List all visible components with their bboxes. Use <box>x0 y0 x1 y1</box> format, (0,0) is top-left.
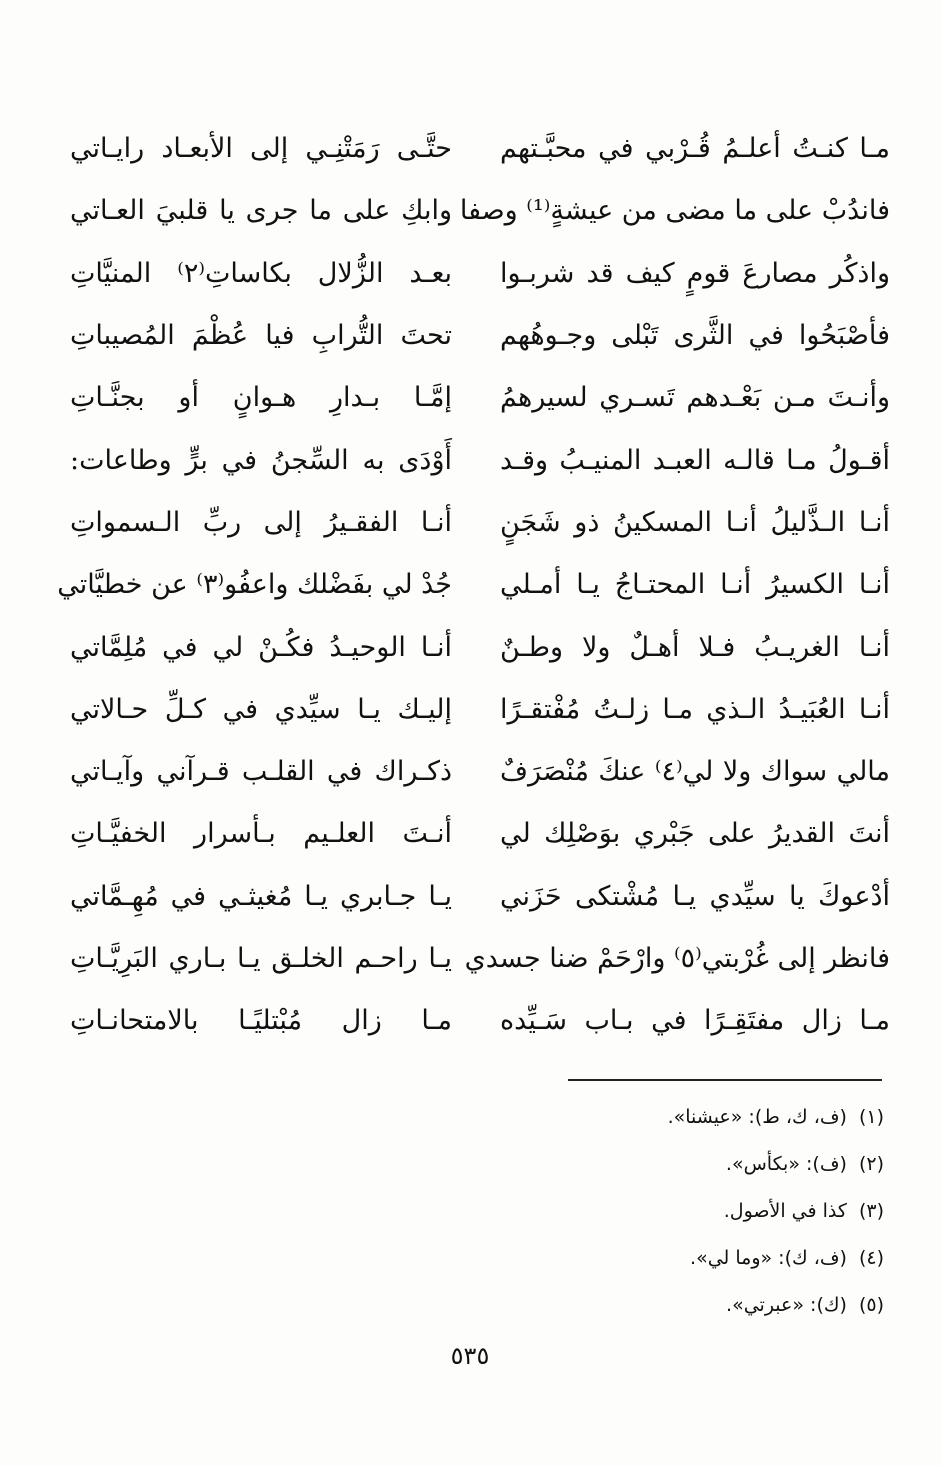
verse-line <box>70 180 890 242</box>
verse-second-hemistich: يـا جـابري يـا مُغيثـي في مُهِـمَّاتي <box>70 880 452 912</box>
verse-line <box>70 305 890 367</box>
verse-line <box>70 679 890 741</box>
verse-line <box>70 243 890 305</box>
footnote-number: (١) <box>858 1106 884 1128</box>
verse-second-hemistich: أَوْدَى به السِّجنُ في برٍّ وطاعات: <box>70 444 452 476</box>
verse-first-hemistich: أنـا الغريـبُ فـلا أهـلٌ ولا وطـنٌ <box>500 631 890 663</box>
verse-line <box>70 928 890 990</box>
footnote-item <box>464 1094 884 1141</box>
footnote-separator <box>568 1079 882 1081</box>
verse-second-hemistich: أنـا الفقـيرُ إلى ربِّ الـسمواتِ <box>70 506 452 538</box>
verse-first-hemistich: أنـا الـذَّليلُ أنـا المسكينُ ذو شَجَنٍ <box>500 506 890 538</box>
verse-line <box>70 803 890 865</box>
verse-first-hemistich: أقـولُ مـا قالـه العبـد المنيـبُ وقـد <box>500 444 890 476</box>
verse-second-hemistich: حتَّـى رَمَتْنِـي إلى الأبعـاد رايـاتي <box>70 133 452 165</box>
verse-first-hemistich: مالي سواك ولا لي⁽٤⁾ عنكَ مُنْصَرَفٌ <box>500 756 890 788</box>
verse-first-hemistich: مـا كنـتُ أعلـمُ قُـرْبي في محبَّـتهم <box>500 133 890 165</box>
footnote-item <box>464 1235 884 1282</box>
footnote-number: (٢) <box>858 1153 884 1175</box>
verse-second-hemistich: بعـد الزُّلال بكاساتِ⁽٢⁾ المنيَّاتِ <box>70 257 452 289</box>
verse-line <box>70 367 890 429</box>
verse-first-hemistich: فأصْبَحُوا في الثَّرى تَبْلى وجـوهُهم <box>500 320 890 352</box>
footnote-item <box>464 1282 884 1329</box>
verse-first-hemistich: أنـا العُبَيـدُ الـذي مـا زلـتُ مُفْتقـرًا <box>500 693 890 725</box>
verse-first-hemistich: فانظر إلى غُرْبتي⁽٥⁾ وارْحَمْ ضنا جسدي <box>464 943 890 974</box>
verse-second-hemistich: إليـك يـا سيِّدي في كـلِّ حـالاتي <box>70 693 452 725</box>
footnotes <box>464 1094 884 1329</box>
verse-line <box>70 866 890 928</box>
verse-second-hemistich: ذكـراك في القلـب قـرآني وآيـاتي <box>70 756 452 788</box>
verse-first-hemistich: وأنـتَ مـن بَعْـدهم تَسـري لسيرهمُ <box>500 382 890 414</box>
verse-line <box>70 492 890 554</box>
footnote-text: (ف، ك): «وما لي». <box>690 1247 847 1269</box>
verse-line <box>70 616 890 678</box>
verse-first-hemistich: مـا زال مفتَقِـرًا في بـاب سَـيِّده <box>500 1005 890 1037</box>
verse-line <box>70 990 890 1052</box>
page-number: ٥٣٥ <box>450 1342 490 1370</box>
footnote-text: (ك): «عبرتي». <box>726 1294 847 1316</box>
verse-first-hemistich: أنتَ القديرُ على جَبْري بوَصْلِك لي <box>500 818 890 850</box>
verse-second-hemistich: أنـتَ العلـيم بـأسرار الخفيَّـاتِ <box>70 818 452 850</box>
verse-second-hemistich: يـا راحـم الخلـق يـا بـاري البَرِيَّـاتِ <box>70 943 452 974</box>
verse-second-hemistich: وابكِ على ما جرى يا قلبيَ العـاتي <box>70 195 452 227</box>
verse-first-hemistich: أنـا الكسيرُ أنـا المحتـاجُ يـا أمـلي <box>500 569 890 601</box>
verse-line <box>70 741 890 803</box>
footnote-item <box>464 1141 884 1188</box>
poem-body <box>57 118 890 1052</box>
footnote-number: (٣) <box>858 1200 884 1222</box>
footnote-item <box>464 1188 884 1235</box>
footnote-text: (ف): «بكأس». <box>725 1153 847 1175</box>
verse-second-hemistich: جُدْ لي بفَضْلك واعفُو⁽٣⁾ عن خطيَّاتي <box>57 569 452 601</box>
verse-first-hemistich: أدْعوكَ يا سيِّدي يـا مُشْتكى حَزَني <box>500 880 890 912</box>
verse-line <box>70 118 890 180</box>
verse-second-hemistich: إمَّـا بـدارِ هـوانٍ أو بجنَّـاتِ <box>70 382 452 414</box>
verse-first-hemistich: واذكُر مصارعَ قومٍ كيف قد شربـوا <box>500 257 890 289</box>
verse-first-hemistich: فاندُبْ على ما مضى من عيشةٍ⁽¹⁾ وصفا <box>459 195 890 227</box>
footnote-text: (ف، ك، ط): «عيشنا». <box>667 1106 847 1128</box>
verse-line <box>70 429 890 491</box>
verse-second-hemistich: أنـا الوحيـدُ فكُـنْ لي في مُلِمَّاتي <box>70 631 452 663</box>
verse-line <box>57 554 890 616</box>
footnote-number: (٤) <box>858 1247 884 1269</box>
verse-second-hemistich: تحتَ التُّرابِ فيا عُظْمَ المُصيباتِ <box>70 320 452 352</box>
verse-second-hemistich: مـا زال مُبْتليًـا بالامتحانـاتِ <box>70 1005 452 1037</box>
footnote-text: كذا في الأصول. <box>723 1200 847 1222</box>
footnote-number: (٥) <box>858 1294 884 1316</box>
